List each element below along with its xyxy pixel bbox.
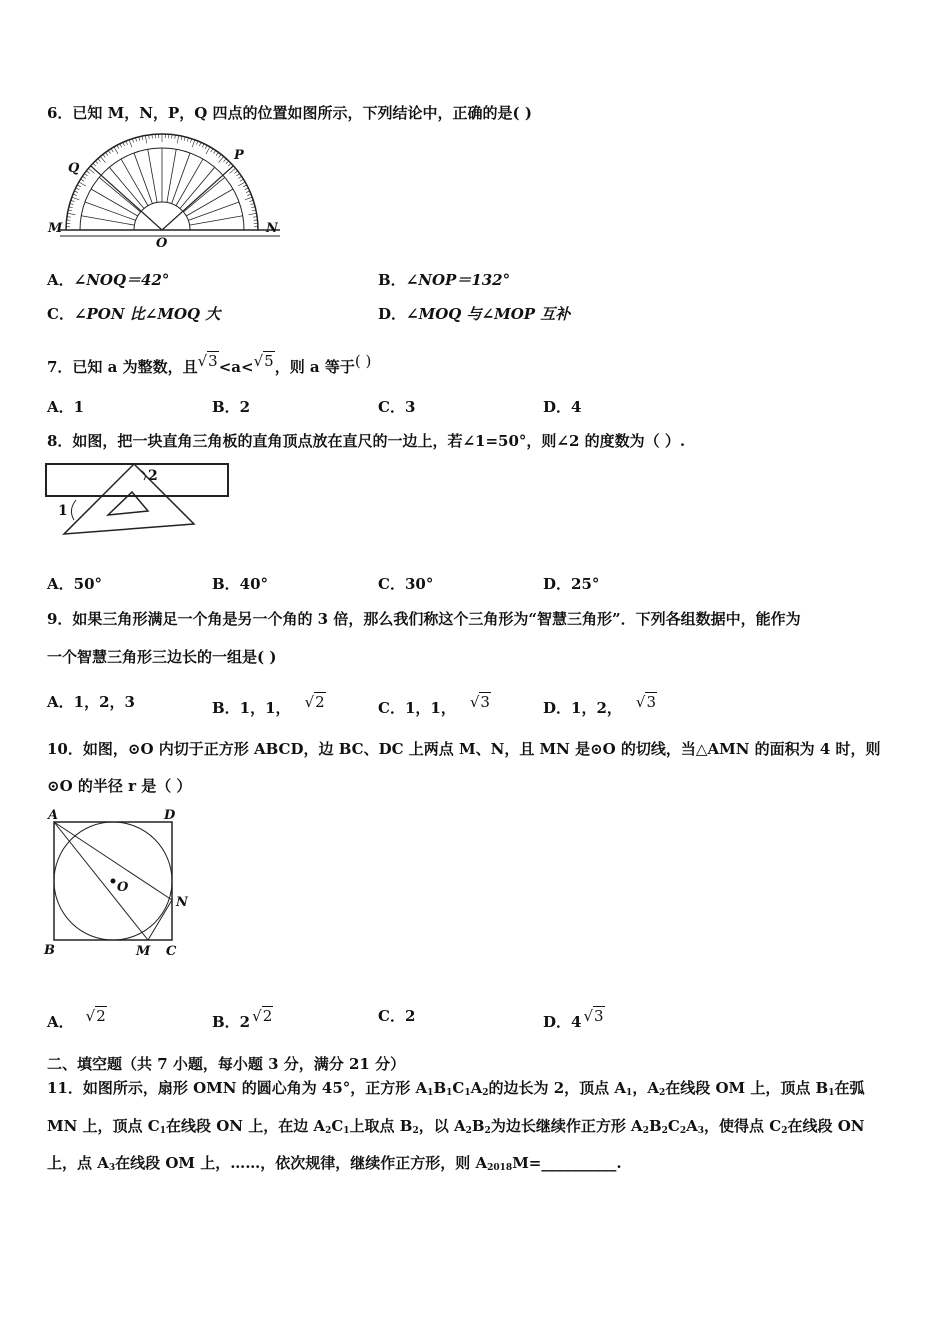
q9-stem-line2: 一个智慧三角形三边长的一组是( ) — [47, 648, 277, 666]
q10-option-d[interactable] — [543, 1006, 605, 1032]
q9-stem-line1: 9．如果三角形满足一个角是另一个角的 3 倍，那么我们称这个三角形为“智慧三角形”．下列各组数据中，能作为 — [47, 610, 801, 628]
label-M: M — [48, 221, 63, 236]
q9-option-b-text: B．1，1， — [212, 699, 291, 717]
q11-line1: 11．如图所示，扇形 OMN 的圆心角为 45°，正方形 $A_1B_1C_1A_2$的边长为 2，顶点 $A_1$，$A_2$在线段 OM 上，顶点 $B_1$在弧 — [47, 1079, 865, 1098]
protractor-tick — [123, 142, 125, 146]
protractor-tick — [177, 135, 178, 143]
q7-option-d[interactable]: D．4 — [543, 398, 582, 416]
label-M: M — [136, 944, 151, 959]
segment-an — [54, 822, 172, 900]
protractor-tick — [234, 171, 237, 173]
protractor-tick — [72, 197, 80, 200]
q10-option-a-radicand: 2 — [96, 1007, 106, 1025]
q9-option-b-sqrt — [305, 692, 326, 712]
label-C: C — [166, 944, 177, 959]
protractor-tick — [205, 145, 207, 149]
protractor-tick — [213, 150, 215, 153]
sqrt-sign-icon: √ — [85, 1007, 96, 1025]
q9-option-a-text: A．1，2，3 — [47, 693, 135, 711]
q6-option-d[interactable] — [378, 304, 570, 324]
q8-option-a[interactable]: A．50° — [47, 575, 103, 593]
q11-l3c: M=__________. — [512, 1154, 622, 1172]
q10-option-b[interactable] — [212, 1006, 273, 1032]
q6-option-c[interactable] — [47, 304, 220, 324]
q11-l1c: ，A — [632, 1079, 659, 1097]
q10-option-d-text: D．4 — [543, 1013, 582, 1031]
protractor-tick — [202, 144, 204, 148]
label-D: D — [164, 808, 176, 823]
protractor-tick — [82, 176, 85, 178]
q9-option-d-radicand: 3 — [646, 693, 656, 711]
q6-stem: 6．已知 M，N，P，Q 四点的位置如图所示，下列结论中，正确的是( ) — [47, 104, 532, 122]
q11-l1d: 在线段 OM 上，顶点 B — [665, 1079, 829, 1097]
q6-option-a-letter: A． — [47, 271, 74, 289]
protractor-tick — [199, 142, 201, 146]
label-O: O — [117, 880, 129, 895]
protractor-tick — [245, 188, 249, 190]
protractor-tick — [93, 163, 96, 166]
protractor-tick — [224, 159, 227, 162]
q6-option-d-letter: D． — [378, 305, 407, 323]
q9-option-a[interactable] — [47, 692, 135, 712]
protractor-tick — [67, 213, 75, 214]
q11-l3a: 上，点 A — [47, 1154, 109, 1172]
q9-option-c-sqrt — [470, 692, 491, 712]
sqrt-sign-icon: √ — [304, 693, 315, 711]
q7-sqrt-2 — [254, 351, 275, 371]
protractor-tick — [129, 140, 132, 148]
protractor-tick — [114, 147, 118, 154]
sqrt-sign-icon: √ — [635, 693, 646, 711]
q9-option-c-radicand: 3 — [480, 693, 490, 711]
q7-paren: ( ) — [354, 352, 372, 370]
q8-stem: 8．如图，把一块直角三角板的直角顶点放在直尺的一边上，若∠1=50°，则∠2 的度数为（ ）. — [47, 432, 686, 450]
segment-am — [54, 822, 148, 940]
protractor-tick — [76, 188, 80, 190]
label-N: N — [176, 895, 188, 910]
protractor-tick — [117, 145, 119, 149]
q8-option-b[interactable]: B．40° — [212, 575, 269, 593]
q11-l2e: 为边长继续作正方形 A — [490, 1117, 643, 1135]
protractor-tick — [106, 152, 108, 155]
q7-radicand-1: 3 — [208, 352, 218, 370]
q11-l2g: 在线段 ON — [787, 1117, 865, 1135]
protractor-tick — [246, 191, 250, 193]
q7-stem — [47, 351, 371, 377]
sqrt-sign-icon: √ — [253, 352, 264, 370]
protractor-tick — [247, 194, 251, 195]
q6-option-d-text: ∠MOQ 与∠MOP 互补 — [406, 305, 571, 323]
q10-option-b-sqrt — [252, 1006, 273, 1026]
sqrt-sign-icon: √ — [583, 1007, 594, 1025]
protractor-tick — [240, 179, 243, 181]
protractor-tick — [108, 150, 110, 153]
q11-l1a: 11．如图所示，扇形 OMN 的圆心角为 45°，正方形 A — [47, 1079, 428, 1097]
protractor-tick — [103, 154, 105, 157]
sqrt-sign-icon: √ — [197, 352, 208, 370]
q10-option-a-text: A． — [47, 1013, 74, 1031]
q10-option-b-text: B．2 — [212, 1013, 251, 1031]
label-P: P — [234, 148, 244, 163]
angle-label-1: 1 — [58, 503, 68, 519]
protractor-tick — [192, 140, 195, 148]
label-O: O — [156, 236, 168, 250]
q11-l2d: ，以 A — [418, 1117, 466, 1135]
label-B: B — [44, 943, 55, 958]
q6-option-b[interactable] — [378, 270, 510, 290]
protractor-tick — [79, 182, 86, 186]
protractor-tick — [226, 161, 229, 164]
q9-option-d[interactable] — [543, 692, 657, 718]
q10-option-c-text: C．2 — [378, 1007, 416, 1025]
q7-option-b[interactable]: B．2 — [212, 398, 251, 416]
q11-l1b: 的边长为 2，顶点 A — [488, 1079, 627, 1097]
q11-line3: 上，点 $A_3$在线段 OM 上，……，依次规律，继续作正方形，则 $A_{2018}M=\_\_\_\_\_\_\_\_\_\_$. — [47, 1154, 622, 1173]
protractor-tick — [81, 179, 84, 181]
label-Q: Q — [68, 161, 80, 176]
protractor-tick — [111, 149, 113, 152]
protractor-tick — [120, 144, 122, 148]
q7-option-c[interactable]: C．3 — [378, 398, 416, 416]
q6-option-c-text: ∠PON 比∠MOQ 大 — [73, 305, 221, 323]
angle-label-2: 2 — [148, 468, 158, 484]
protractor-tick — [196, 141, 197, 145]
q11-line2: MN 上，顶点 $C_1$在线段 ON 上，在边 $A_2C_1$上取点 $B_2$，以 $A_2B_2$为边长继续作正方形 $A_2B_2C_2A_3$，使得点 $C_2$在线段 ON — [47, 1117, 865, 1136]
protractor-tick — [238, 176, 241, 178]
ray-oq — [91, 166, 162, 230]
label-A: A — [48, 808, 59, 823]
protractor-tick — [249, 213, 257, 214]
ruler — [46, 464, 228, 496]
sqrt-sign-icon: √ — [469, 693, 480, 711]
q10-stem-line1: 10．如图，⊙O 内切于正方形 ABCD，边 BC、DC 上两点 M、N，且 MN 是⊙O 的切线，当△AMN 的面积为 4 时，则 — [47, 740, 881, 758]
q9-option-d-text: D．1，2， — [543, 699, 622, 717]
q11-l2f: ，使得点 C — [704, 1117, 782, 1135]
q10-option-a-sqrt — [86, 1006, 107, 1026]
q10-stem-line2: ⊙O 的半径 r 是（ ） — [47, 777, 192, 795]
q10-option-a[interactable] — [47, 1006, 107, 1032]
sqrt-sign-icon: √ — [252, 1007, 262, 1025]
q6-option-a-text: ∠NOQ＝42° — [73, 271, 170, 289]
ruler-triangle-figure — [44, 460, 234, 540]
protractor-figure — [44, 132, 284, 250]
center-point — [111, 879, 116, 884]
protractor-tick — [236, 174, 239, 176]
q7-stem-pre: 7．已知 a 为整数，且 — [47, 358, 198, 376]
segment-mn — [148, 900, 172, 940]
q7-option-a[interactable]: A．1 — [47, 398, 85, 416]
angle-1-arc — [71, 500, 76, 520]
q10-option-d-sqrt — [583, 1006, 604, 1026]
q8-option-d[interactable]: D．25° — [543, 575, 600, 593]
q10-option-c[interactable] — [378, 1006, 415, 1026]
protractor-tick — [86, 171, 89, 173]
q10-option-b-radicand: 2 — [262, 1007, 273, 1025]
protractor-tick — [77, 185, 81, 187]
q11-l1e: 在弧 — [834, 1079, 865, 1097]
protractor-tick — [73, 194, 77, 195]
square-circle-figure — [40, 805, 200, 963]
protractor-tick — [219, 156, 224, 162]
q11-l2c: 上取点 B — [349, 1117, 413, 1135]
set-square-outer — [64, 464, 194, 534]
q7-stem-mid: <a< — [218, 358, 254, 376]
q10-option-d-radicand: 3 — [594, 1007, 604, 1025]
label-N: N — [266, 221, 278, 236]
protractor-tick — [145, 135, 146, 143]
protractor-tick — [228, 163, 231, 166]
protractor-tick — [100, 156, 105, 162]
q8-option-c[interactable]: C．30° — [378, 575, 434, 593]
protractor-tick — [74, 191, 78, 193]
protractor-tick — [206, 147, 210, 154]
protractor-tick — [243, 185, 247, 187]
protractor-tick — [211, 149, 213, 152]
q7-radicand-2: 5 — [264, 352, 274, 370]
q9-option-c-text: C．1，1， — [378, 699, 456, 717]
protractor-tick — [219, 154, 221, 157]
q9-option-d-sqrt — [636, 692, 657, 712]
section2-title: 二、填空题（共 7 小题，每小题 3 分，满分 21 分） — [47, 1055, 406, 1073]
protractor-tick — [84, 174, 87, 176]
q7-stem-post: ，则 a 等于 — [274, 358, 355, 376]
protractor-tick — [126, 141, 127, 145]
q6-option-b-letter: B． — [378, 271, 406, 289]
protractor-tick — [245, 197, 253, 200]
q9-option-b-radicand: 2 — [315, 693, 325, 711]
protractor-tick — [216, 152, 218, 155]
q7-sqrt-1 — [198, 351, 219, 371]
ray-op — [162, 166, 233, 230]
q11-l2a: MN 上，顶点 C — [47, 1117, 160, 1135]
q11-l2b: 在线段 ON 上，在边 A — [165, 1117, 326, 1135]
protractor-tick — [95, 161, 98, 164]
q11-l3b: 在线段 OM 上，……，依次规律，继续作正方形，则 A — [115, 1154, 488, 1172]
q6-option-a[interactable] — [47, 270, 169, 290]
q9-option-c[interactable] — [378, 692, 491, 718]
q6-option-c-letter: C． — [47, 305, 74, 323]
protractor-tick — [98, 159, 101, 162]
q9-option-b[interactable] — [212, 692, 326, 718]
protractor-tick — [238, 182, 245, 186]
q6-option-b-text: ∠NOP＝132° — [405, 271, 511, 289]
